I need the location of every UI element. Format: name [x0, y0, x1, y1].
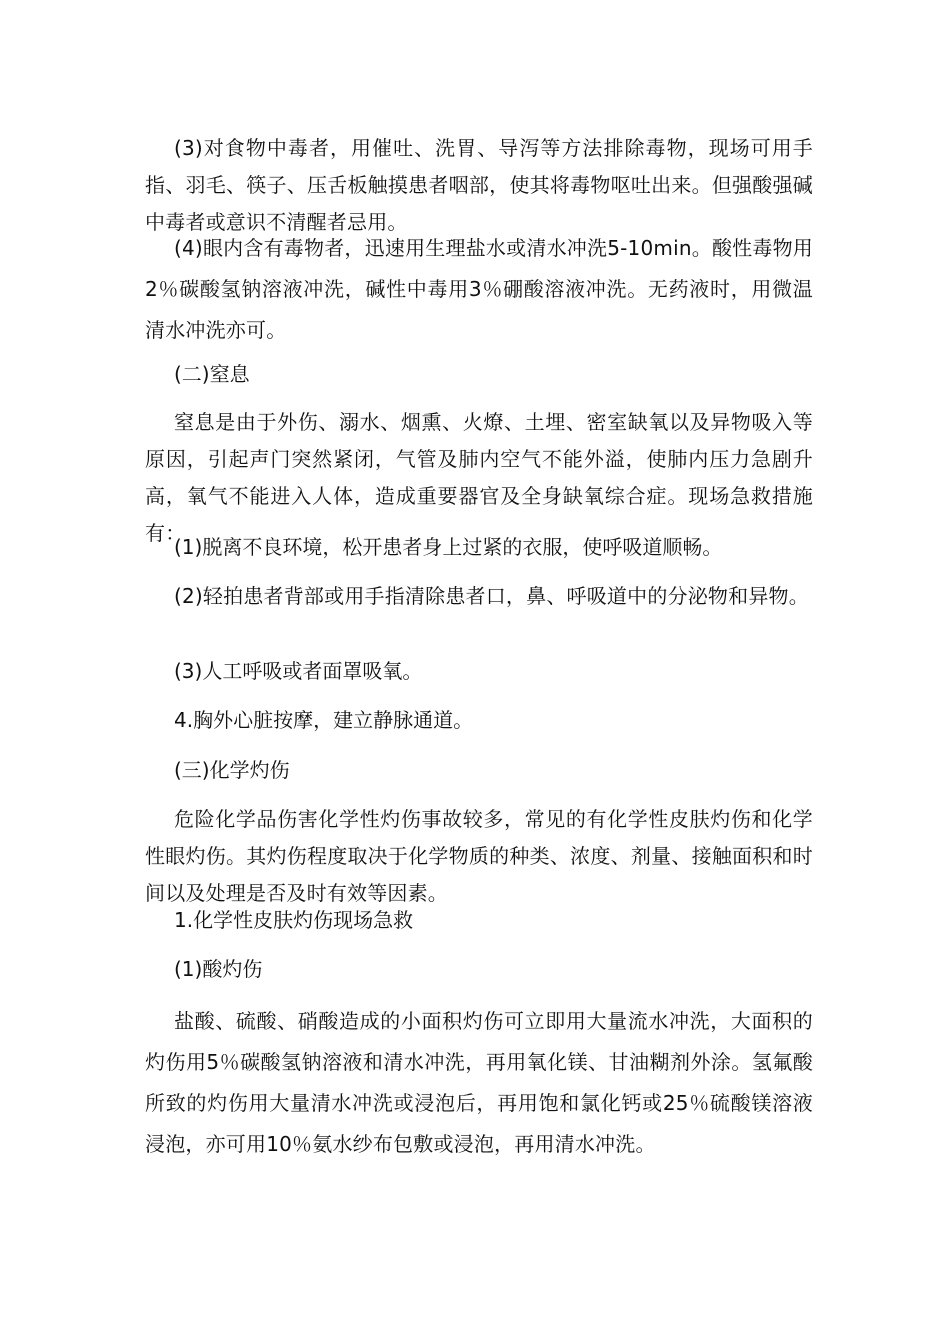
paragraph-food-poisoning: (3)对食物中毒者，用催吐、洗胃、导泻等方法排除毒物，现场可用手指、羽毛、筷子、压舌板触摸患者咽部，使其将毒物呕吐出来。但强酸强碱中毒者或意识不清醒者忌用。	[145, 136, 813, 234]
paragraph-chemical-burns-intro: 危险化学品伤害化学性灼伤事故较多，常见的有化学性皮肤灼伤和化学性眼灼伤。其灼伤程度取决于化学物质的种类、浓度、剂量、接触面积和时间以及处理是否及时有效等因素。	[145, 807, 813, 905]
subheading-acid-burn: (1)酸灼伤	[174, 957, 263, 981]
section-heading-suffocation: (二)窒息	[174, 362, 250, 386]
list-item-cardiac-massage: 4.胸外心脏按摩，建立静脉通道。	[174, 708, 474, 732]
list-item-artificial-respiration: (3)人工呼吸或者面罩吸氧。	[174, 659, 423, 683]
subheading-skin-burn-first-aid: 1.化学性皮肤灼伤现场急救	[174, 908, 414, 932]
paragraph-acid-burn-treatment: 盐酸、硫酸、硝酸造成的小面积灼伤可立即用大量流水冲洗，大面积的灼伤用5％碳酸氢钠溶液和清水冲洗，再用氧化镁、甘油糊剂外涂。氢氟酸所致的灼伤用大量清水冲洗或浸泡后，再用饱和氯化钙或25％硫酸镁溶液浸泡，亦可用10％氨水纱布包敷或浸泡，再用清水冲洗。	[145, 1009, 813, 1156]
section-heading-chemical-burns: (三)化学灼伤	[174, 758, 290, 782]
list-item-leave-environment: (1)脱离不良环境，松开患者身上过紧的衣服，使呼吸道顺畅。	[174, 535, 723, 559]
paragraph-suffocation-intro: 窒息是由于外伤、溺水、烟熏、火燎、土埋、密室缺氧以及异物吸入等原因，引起声门突然紧闭，气管及肺内空气不能外溢，使肺内压力急剧升高，氧气不能进入人体，造成重要器官及全身缺氧综合症。现场急救措施有：	[145, 410, 813, 545]
list-item-clear-airway: (2)轻拍患者背部或用手指清除患者口，鼻、呼吸道中的分泌物和异物。	[174, 584, 809, 608]
paragraph-eye-poison: (4)眼内含有毒物者，迅速用生理盐水或清水冲洗5-10min。酸性毒物用2％碳酸氢钠溶液冲洗，碱性中毒用3％硼酸溶液冲洗。无药液时，用微温清水冲洗亦可。	[145, 236, 813, 342]
